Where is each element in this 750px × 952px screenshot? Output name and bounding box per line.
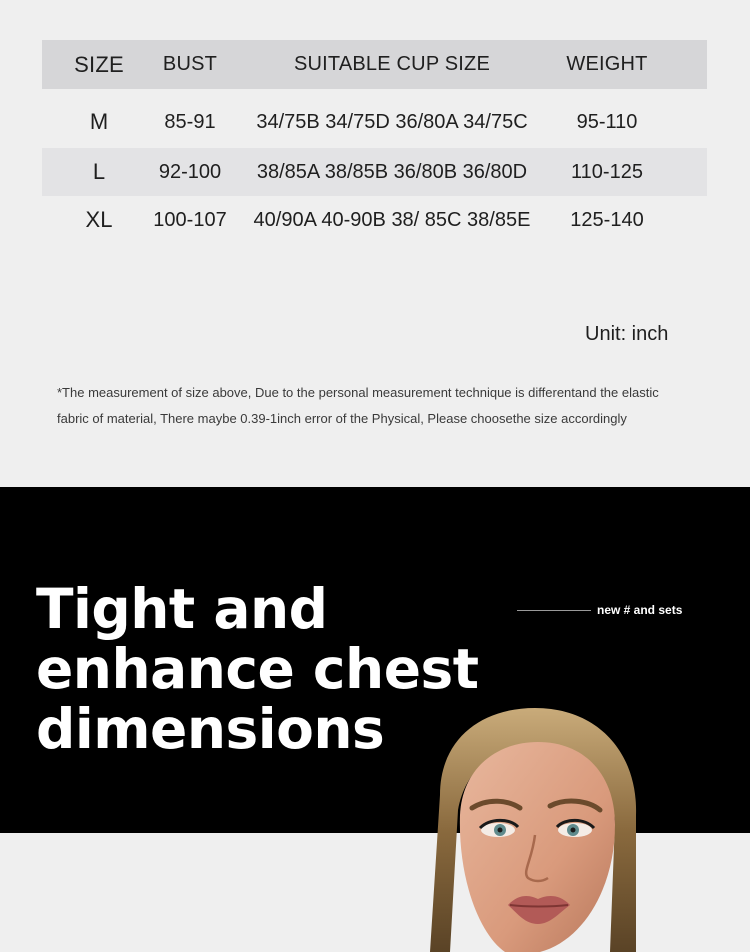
size-cell: XL xyxy=(85,207,113,232)
bust-cell: 85-91 xyxy=(164,110,216,133)
size-cell: L xyxy=(92,159,106,184)
table-header xyxy=(42,40,707,89)
size-table xyxy=(42,40,707,233)
model-portrait xyxy=(410,700,660,952)
headline-line: dimensions xyxy=(36,697,385,761)
banner-tag: new # and sets xyxy=(597,603,683,617)
column-header-weight: WEIGHT xyxy=(566,53,648,75)
column-header-cup-size: SUITABLE CUP SIZE xyxy=(293,53,491,75)
cup-size-cell: 40/90A 40-90B 38/ 85C 38/85E xyxy=(253,208,531,231)
column-header-bust: BUST xyxy=(162,53,218,75)
weight-cell: 125-140 xyxy=(570,208,644,231)
table-row xyxy=(42,148,707,196)
tag-divider xyxy=(517,610,591,611)
size-cell: M xyxy=(89,109,109,134)
cup-size-cell: 38/85A 38/85B 36/80B 36/80D xyxy=(256,160,528,183)
unit-label: Unit: inch xyxy=(585,323,669,345)
bust-cell: 92-100 xyxy=(158,160,222,183)
weight-cell: 110-125 xyxy=(571,160,643,183)
headline-line: enhance chest xyxy=(36,637,479,701)
measurement-note xyxy=(57,380,717,432)
bust-cell: 100-107 xyxy=(153,208,227,231)
column-header-size: SIZE xyxy=(74,51,124,77)
cup-size-cell: 34/75B 34/75D 36/80A 34/75C xyxy=(256,110,528,133)
note-line: fabric of material, There maybe 0.39-1inch error of the Physical, Please choosethe size accordingly xyxy=(57,411,627,426)
weight-cell: 95-110 xyxy=(576,110,638,133)
table-row xyxy=(42,98,707,146)
headline-line: Tight and xyxy=(36,577,328,641)
table-row xyxy=(42,196,707,244)
note-line: *The measurement of size above, Due to the personal measurement technique is differentand the elastic xyxy=(57,385,659,400)
